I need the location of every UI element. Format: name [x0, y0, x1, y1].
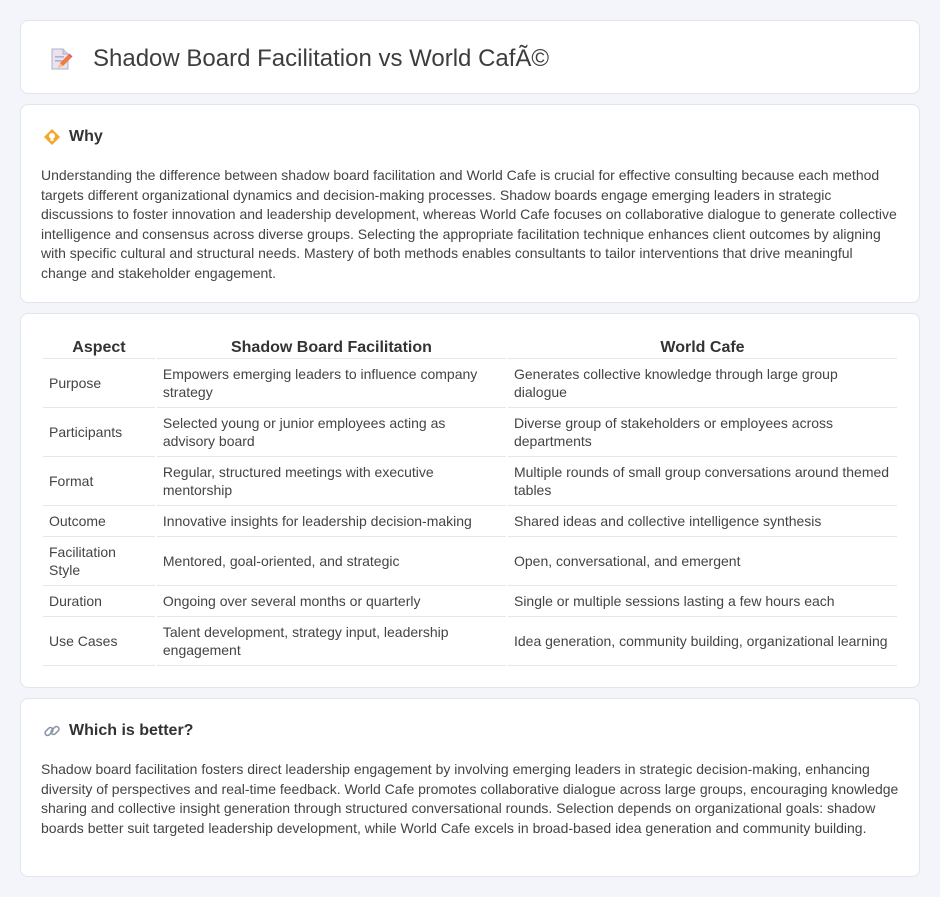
header-world-cafe: World Cafe — [508, 333, 897, 359]
better-heading: Which is better? — [69, 722, 194, 739]
page-title: Shadow Board Facilitation vs World CafÃ© — [93, 45, 550, 72]
cell-shadow: Talent development, strategy input, leadership engagement — [157, 617, 506, 666]
table-row — [43, 359, 897, 408]
table-row — [43, 617, 897, 666]
lightbulb-diamond-icon — [43, 128, 61, 146]
table-row — [43, 537, 897, 586]
cell-aspect: Participants — [43, 408, 155, 457]
cell-cafe: Idea generation, community building, organizational learning — [508, 617, 897, 666]
better-text: Shadow board facilitation fosters direct leadership engagement by involving emerging leaders in strategic decision-making, enhancing diversity of perspectives and real-time feedback. World Cafe promotes collaborative dialogue across large groups, encouraging knowledge sharing and collective insight generation through structured conversational rounds. Selection depends on organizational goals: shadow boards better suit targeted leadership development, while World Cafe excels in broad-based idea generation and community building. — [41, 761, 899, 836]
cell-cafe: Shared ideas and collective intelligence synthesis — [508, 506, 897, 537]
cell-shadow: Ongoing over several months or quarterly — [157, 586, 506, 617]
why-heading: Why — [69, 128, 103, 145]
table-row — [43, 408, 897, 457]
comparison-section — [20, 313, 920, 688]
why-text: Understanding the difference between shadow board facilitation and World Cafe is crucial for effective consulting because each method targets different organizational dynamics and decision-making processes. Shadow boards engage emerging leaders in strategic discussions to foster innovation and leadership development, whereas World Cafe focuses on collaborative dialogue to generate collective intelligence and consensus across diverse groups. Selecting the appropriate facilitation technique enhances client outcomes by aligning with specific cultural and structural needs. Mastery of both methods enables consultants to tailor interventions that drive meaningful change and stakeholder engagement. — [41, 167, 897, 281]
cell-shadow: Mentored, goal-oriented, and strategic — [157, 537, 506, 586]
which-is-better-section — [20, 698, 920, 877]
cell-aspect: Format — [43, 457, 155, 506]
cell-aspect: Facilitation Style — [43, 537, 155, 586]
cell-cafe: Open, conversational, and emergent — [508, 537, 897, 586]
cell-shadow: Selected young or junior employees acting as advisory board — [157, 408, 506, 457]
why-section — [20, 104, 920, 303]
cell-cafe: Diverse group of stakeholders or employees across departments — [508, 408, 897, 457]
header-aspect: Aspect — [43, 333, 155, 359]
cell-cafe: Multiple rounds of small group conversations around themed tables — [508, 457, 897, 506]
cell-shadow: Empowers emerging leaders to influence company strategy — [157, 359, 506, 408]
cell-aspect: Duration — [43, 586, 155, 617]
cell-aspect: Outcome — [43, 506, 155, 537]
cell-cafe: Single or multiple sessions lasting a few hours each — [508, 586, 897, 617]
document-edit-icon — [47, 46, 73, 72]
cell-shadow: Innovative insights for leadership decision-making — [157, 506, 506, 537]
cell-shadow: Regular, structured meetings with executive mentorship — [157, 457, 506, 506]
table-row — [43, 506, 897, 537]
link-icon — [43, 722, 61, 740]
cell-aspect: Purpose — [43, 359, 155, 408]
table-row — [43, 586, 897, 617]
cell-cafe: Generates collective knowledge through large group dialogue — [508, 359, 897, 408]
comparison-table — [41, 333, 899, 666]
header-shadow-board: Shadow Board Facilitation — [157, 333, 506, 359]
cell-aspect: Use Cases — [43, 617, 155, 666]
table-row — [43, 457, 897, 506]
title-card — [20, 20, 920, 94]
